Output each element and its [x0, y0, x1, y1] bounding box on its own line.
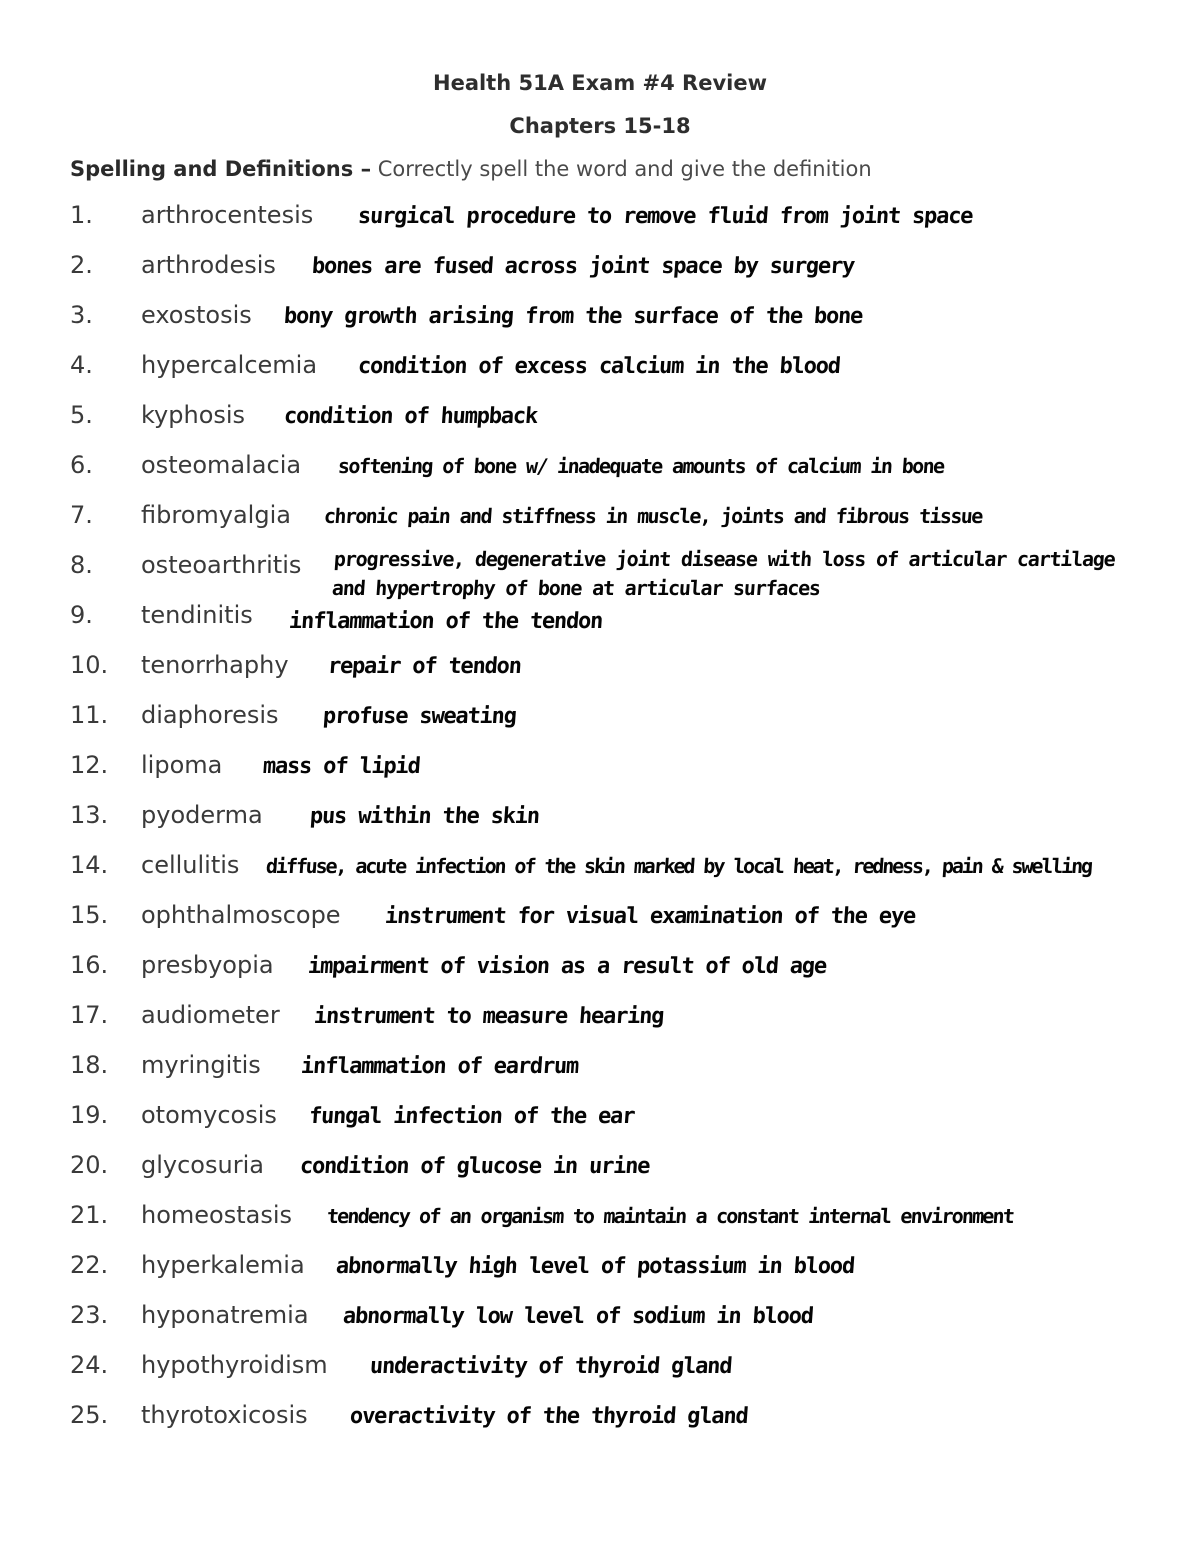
item-number: 14.	[70, 851, 109, 879]
item-number: 23.	[70, 1301, 109, 1329]
item-definition: pus within the skin	[309, 804, 540, 829]
item-definition: inflammation of the tendon	[288, 609, 604, 634]
item-term: ophthalmoscope	[141, 901, 341, 929]
item-number: 1.	[70, 201, 93, 229]
item-term: glycosuria	[141, 1151, 264, 1179]
item-definition: progressive, degenerative joint disease with loss of articular cartilage and hypertrophy of bone at articular surfaces	[331, 547, 1116, 600]
item-term: homeostasis	[141, 1201, 293, 1229]
item-term: hyperkalemia	[141, 1251, 305, 1279]
item-definition: impairment of vision as a result of old age	[307, 954, 827, 979]
item-term: osteomalacia	[141, 451, 302, 479]
item-definition: mass of lipid	[262, 754, 421, 779]
list-item	[0, 1201, 1200, 1251]
item-term: kyphosis	[141, 401, 246, 429]
item-term: arthrocentesis	[141, 201, 314, 229]
item-number: 5.	[70, 401, 93, 429]
instructions-lead: Spelling and Definitions –	[70, 157, 372, 181]
list-item	[0, 501, 1200, 551]
item-number: 12.	[70, 751, 109, 779]
list-item	[0, 701, 1200, 751]
document-title: Health 51A Exam #4 Review	[433, 71, 767, 95]
item-number: 13.	[70, 801, 109, 829]
list-item	[0, 1251, 1200, 1301]
list-item	[0, 901, 1200, 951]
list-item	[0, 651, 1200, 701]
list-item	[0, 1151, 1200, 1201]
item-definition: condition of glucose in urine	[299, 1154, 651, 1179]
list-item	[0, 401, 1200, 451]
item-term: hypothyroidism	[141, 1351, 328, 1379]
list-item	[0, 751, 1200, 801]
list-item	[0, 351, 1200, 401]
item-term: cellulitis	[141, 851, 240, 879]
document-subtitle: Chapters 15-18	[509, 114, 691, 138]
item-term: pyoderma	[141, 801, 263, 829]
list-item	[0, 301, 1200, 351]
item-definition: condition of excess calcium in the blood	[357, 354, 841, 379]
item-term: thyrotoxicosis	[141, 1401, 308, 1429]
item-definition: condition of humpback	[283, 404, 538, 429]
item-definition: instrument to measure hearing	[313, 1004, 665, 1029]
list-item	[0, 547, 1200, 601]
item-term: tenorrhaphy	[141, 651, 289, 679]
item-definition: repair of tendon	[327, 654, 522, 679]
item-number: 4.	[70, 351, 93, 379]
item-number: 24.	[70, 1351, 109, 1379]
item-definition: fungal infection of the ear	[308, 1104, 636, 1129]
list-item	[0, 451, 1200, 501]
list-item	[0, 1301, 1200, 1351]
item-number: 11.	[70, 701, 109, 729]
list-item	[0, 1351, 1200, 1401]
list-item	[0, 1001, 1200, 1051]
list-item	[0, 1101, 1200, 1151]
item-term: audiometer	[141, 1001, 280, 1029]
item-number: 18.	[70, 1051, 109, 1079]
list-item	[0, 1051, 1200, 1101]
item-term: lipoma	[141, 751, 223, 779]
item-definition: inflammation of eardrum	[300, 1054, 579, 1079]
item-number: 16.	[70, 951, 109, 979]
item-term: presbyopia	[141, 951, 274, 979]
item-number: 6.	[70, 451, 93, 479]
instructions	[70, 157, 872, 181]
item-number: 8.	[70, 551, 93, 579]
item-term: exostosis	[141, 301, 252, 329]
item-term: hypercalcemia	[141, 351, 318, 379]
list-item	[0, 951, 1200, 1001]
item-definition: instrument for visual examination of the eye	[384, 904, 916, 929]
item-definition: bones are fused across joint space by surgery	[311, 254, 855, 279]
item-definition: abnormally high level of potassium in blood	[335, 1254, 855, 1279]
item-number: 3.	[70, 301, 93, 329]
list-item	[0, 601, 1200, 651]
item-term: tendinitis	[141, 601, 253, 629]
list-item	[0, 201, 1200, 251]
item-definition: diffuse, acute infection of the skin marked by local heat, redness, pain & swelling	[265, 854, 1092, 878]
item-number: 17.	[70, 1001, 109, 1029]
item-number: 10.	[70, 651, 109, 679]
item-number: 21.	[70, 1201, 109, 1229]
item-term: myringitis	[141, 1051, 261, 1079]
item-number: 22.	[70, 1251, 109, 1279]
item-term: arthrodesis	[141, 251, 276, 279]
list-item	[0, 251, 1200, 301]
list-item	[0, 1401, 1200, 1451]
item-definition: bony growth arising from the surface of the bone	[283, 304, 864, 329]
item-number: 15.	[70, 901, 109, 929]
item-number: 25.	[70, 1401, 109, 1429]
item-term: otomycosis	[141, 1101, 277, 1129]
item-definition: tendency of an organism to maintain a constant internal environment	[326, 1204, 1014, 1228]
item-definition: underactivity of thyroid gland	[369, 1354, 733, 1379]
item-term: hyponatremia	[141, 1301, 309, 1329]
item-definition: profuse sweating	[322, 704, 517, 729]
item-definition: chronic pain and stiffness in muscle, joints and fibrous tissue	[323, 504, 983, 528]
list-item	[0, 801, 1200, 851]
item-definition: overactivity of the thyroid gland	[349, 1404, 749, 1429]
item-number: 20.	[70, 1151, 109, 1179]
item-number: 19.	[70, 1101, 109, 1129]
list-item	[0, 851, 1200, 901]
item-number: 9.	[70, 601, 93, 629]
item-term: osteoarthritis	[141, 551, 302, 579]
item-definition: softening of bone w/ inadequate amounts of calcium in bone	[337, 454, 945, 478]
item-definition: surgical procedure to remove fluid from joint space	[357, 204, 974, 229]
item-term: diaphoresis	[141, 701, 279, 729]
item-term: fibromyalgia	[141, 501, 291, 529]
item-number: 7.	[70, 501, 93, 529]
instructions-text: Correctly spell the word and give the definition	[377, 157, 872, 181]
item-definition: abnormally low level of sodium in blood	[342, 1304, 814, 1329]
item-number: 2.	[70, 251, 93, 279]
